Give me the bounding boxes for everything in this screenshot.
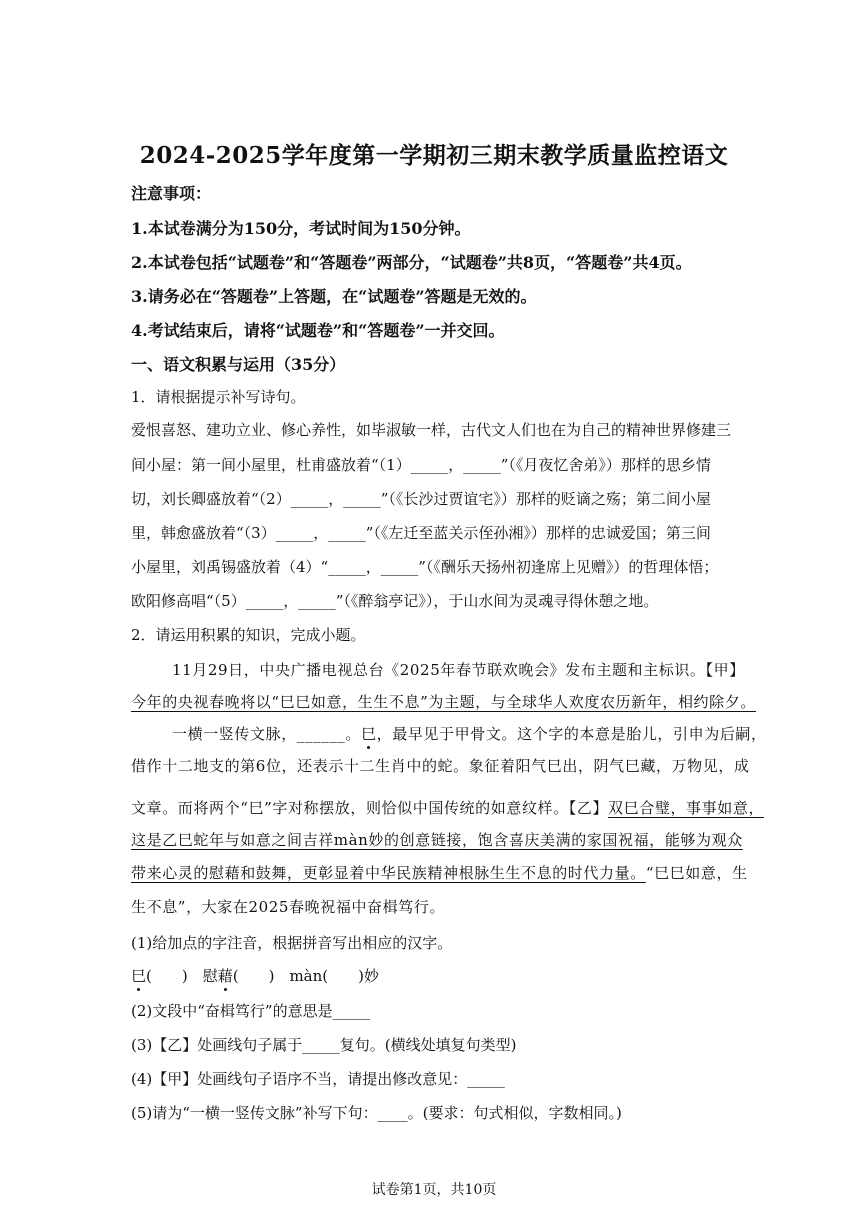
notice-item-3: 3.请务必在“答题卷”上答题，在“试题卷”答题是无效的。 bbox=[131, 287, 537, 306]
q2-sub-4: (4)【甲】处画线句子语序不当，请提出修改意见：_____ bbox=[131, 1070, 505, 1088]
section-heading: 一、语文积累与运用（35分） bbox=[131, 355, 346, 374]
notice-heading: 注意事项： bbox=[131, 184, 212, 203]
notice-item-1: 1.本试卷满分为150分，考试时间为150分钟。 bbox=[131, 219, 471, 238]
q1-line-3: 切，刘长卿盛放着“（2）_____，_____”（《长沙过贾谊宅》）那样的贬谪之殇；第二间小屋 bbox=[131, 490, 711, 508]
q2-passage-p1-line-1: 11月29日，中央广播电视总台《2025年春节联欢晚会》发布主题和主标识。【甲】 bbox=[172, 661, 745, 679]
passage-text: 文章。而将两个“巳”字对称摆放，则恰似中国传统的如意纹样。【乙】 bbox=[131, 799, 609, 817]
q2-passage-p2-line-5 bbox=[131, 862, 748, 883]
q2-sub-5: (5)请为“一横一竖传文脉”补写下句：____。(要求：句式相似，字数相同。) bbox=[131, 1104, 622, 1122]
q2-passage-p2-line-4-underlined: 这是乙巳蛇年与如意之间吉祥màn妙的创意链接，饱含喜庆美满的家国祝福，能够为观众 bbox=[131, 831, 743, 849]
q2-passage-p2-line-1 bbox=[172, 723, 767, 744]
q2-sub-3: (3)【乙】处画线句子属于_____复句。(横线处填复句类型) bbox=[131, 1036, 517, 1054]
q2-passage-p2-line-3 bbox=[131, 797, 764, 818]
passage-text: “巳巳如意，生 bbox=[645, 864, 748, 882]
q1-line-5: 小屋里，刘禹锡盛放着（4）“_____，_____”（《酬乐天扬州初逢席上见赠》）的哲理体悟； bbox=[131, 558, 719, 576]
underlined-sentence: 双巳合璧，事事如意， bbox=[608, 799, 765, 817]
q2-prompt: 2．请运用积累的知识，完成小题。 bbox=[131, 626, 366, 644]
q2-sub-2: (2)文段中“奋楫笃行”的意思是_____ bbox=[131, 1002, 371, 1020]
exam-title: 2024-2025学年度第一学期初三期末教学质量监控语文 bbox=[139, 142, 729, 169]
dotted-char: 巳 bbox=[131, 967, 147, 985]
q2-sub-1-blanks bbox=[131, 965, 379, 986]
blank-text: ( ) 慰 bbox=[146, 967, 218, 985]
q2-sub-1: (1)给加点的字注音，根据拼音写出相应的汉字。 bbox=[131, 934, 453, 952]
q2-passage-p2-line-6: 生不息”，大家在2025春晚祝福中奋楫笃行。 bbox=[131, 898, 446, 916]
page-footer: 试卷第1页，共10页 bbox=[371, 1182, 497, 1198]
q1-line-4: 里，韩愈盛放着“（3）_____，_____”（《左迁至蓝关示侄孙湘》）那样的忠诚爱国；第三间 bbox=[131, 524, 711, 542]
notice-item-4: 4.考试结束后，请将“试题卷”和“答题卷”一并交回。 bbox=[131, 321, 505, 340]
underlined-sentence: 带来心灵的慰藉和鼓舞，更彰显着中华民族精神根脉生生不息的时代力量。 bbox=[131, 864, 646, 882]
q2-passage-p1-line-2-underlined: 今年的央视春晚将以“巳巳如意，生生不息”为主题，与全球华人欢度农历新年，相约除夕。 bbox=[131, 693, 756, 711]
q1-prompt: 1．请根据提示补写诗句。 bbox=[131, 388, 306, 406]
blank-text: ( ) màn( )妙 bbox=[232, 967, 379, 985]
q1-line-1: 爱恨喜怒、建功立业、修心养性，如毕淑敏一样，古代文人们也在为自己的精神世界修建三 bbox=[131, 421, 732, 439]
passage-text: ，最早见于甲骨文。这个字的本意是胎儿，引申为后嗣， bbox=[376, 725, 767, 743]
q1-line-6: 欧阳修高唱“（5）_____，_____”（《醉翁亭记》），于山水间为灵魂寻得休憩之地。 bbox=[131, 592, 659, 610]
notice-item-2: 2.本试卷包括“试题卷”和“答题卷”两部分，“试题卷”共8页，“答题卷”共4页。 bbox=[131, 253, 692, 272]
dotted-char: 巳 bbox=[361, 725, 377, 743]
q1-line-2: 间小屋：第一间小屋里，杜甫盛放着“（1）_____，_____”（《月夜忆舍弟》）那样的思乡情 bbox=[131, 456, 711, 474]
dotted-char: 藉 bbox=[217, 967, 233, 985]
passage-text: 一横一竖传文脉，______。 bbox=[172, 725, 362, 743]
q2-passage-p2-line-2: 借作十二地支的第6位，还表示十二生肖中的蛇。象征着阳气巳出，阴气巳藏，万物见，成 bbox=[131, 757, 750, 775]
